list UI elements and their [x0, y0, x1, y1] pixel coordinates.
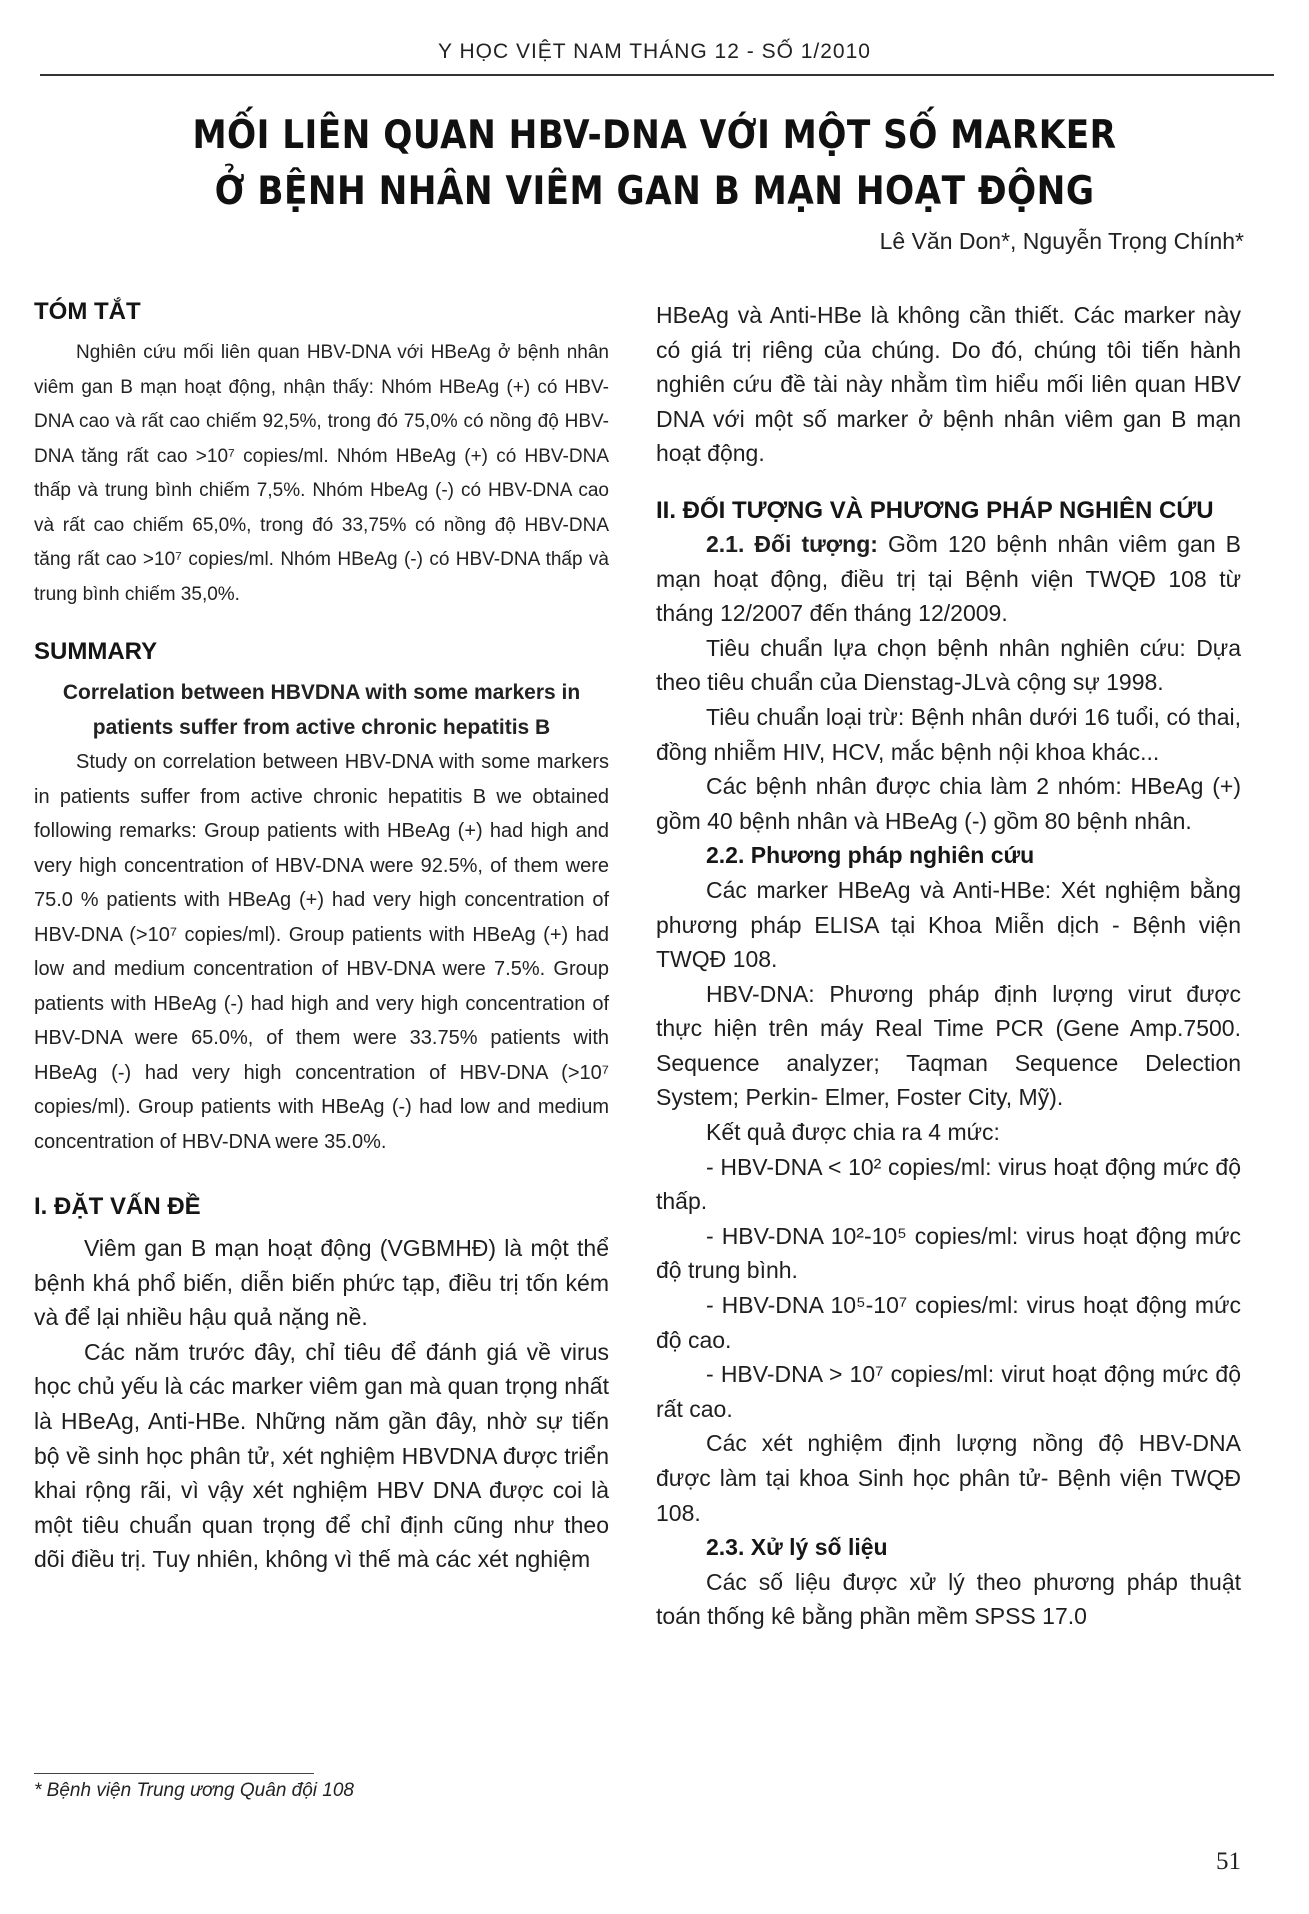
statistics-subheading: 2.3. Xử lý số liệu — [706, 1534, 888, 1561]
level-item-4: - HBV-DNA > 10⁷ copies/ml: virut hoạt động mức độ rất cao. — [656, 1361, 1241, 1422]
footnote-rule — [34, 1773, 314, 1774]
title-line-2: Ở BỆNH NHÂN VIÊM GAN B MẠN HOẠT ĐỘNG — [214, 169, 1095, 214]
lab-location: Các xét nghiệm định lượng nồng độ HBV-DNA được làm tại khoa Sinh học phân tử- Bệnh viện TWQĐ 108. — [656, 1430, 1241, 1526]
title-line-1: MỐI LIÊN QUAN HBV-DNA VỚI MỘT SỐ MARKER — [192, 113, 1117, 158]
level-item-1: - HBV-DNA < 10² copies/ml: virus hoạt động mức độ thấp. — [656, 1153, 1241, 1215]
intro-paragraph-3: HBeAg và Anti-HBe là không cần thiết. Các marker này có giá trị riêng của chúng. Do đó, chúng tôi tiến hành nghiên cứu đề tài này nhằm tìm hiểu mối liên quan HBV DNA với một số marker ở bệnh nhân viêm gan B mạn hoạt động. — [656, 302, 1241, 467]
intro-heading: I. ĐẶT VẤN ĐỀ — [34, 1193, 201, 1220]
summary-text: Study on correlation between HBV-DNA with some markers in patients suffer from active chronic hepatitis B we obtained following remarks: Group patients with HBeAg (+) had high and very high concentration of HBV-DNA were 92.5%, of them were 75.0 % patients with HBeAg (+) had very high concentration of HBV-DNA (>10⁷ copies/ml). Group patients with HBeAg (+) had low and medium concentration of HBV-DNA were 7.5%. Group patients with HBeAg (-) had high and very high concentration of HBV-DNA were 65.0%, of them were 33.75% patients with HBeAg (-) had very high concentration of HBV-DNA (>10⁷ copies/ml). Group patients with HBeAg (-) had low and medium concentration of HBV-DNA were 35.0%. — [34, 751, 609, 1153]
subjects-text: Gồm 120 bệnh nhân viêm gan B mạn hoạt động, điều trị tại Bệnh viện TWQĐ 108 từ tháng 12/2007 đến tháng 12/2009. — [656, 530, 1242, 627]
summary-title: Correlation between HBVDNA with some markers in patients suffer from active chronic hepatitis B — [62, 681, 581, 739]
subjects-paragraph — [656, 527, 1241, 631]
intro-paragraph-2: Các năm trước đây, chỉ tiêu để đánh giá về virus học chủ yếu là các marker viêm gan mà quan trọng nhất là HBeAg, Anti-HBe. Những năm gần đây, nhờ sự tiến bộ về sinh học phân tử, xét nghiệm HBVDNA được triển khai rộng rãi, vì vậy xét nghiệm HBV DNA được coi là một tiêu chuẩn quan trọng để chỉ định cũng như theo dõi điều trị. Tuy nhiên, không vì thế mà các xét nghiệm — [34, 1338, 609, 1573]
level-item-2: - HBV-DNA 10²-10⁵ copies/ml: virus hoạt động mức độ trung bình. — [656, 1222, 1241, 1284]
summary-heading: SUMMARY — [34, 638, 158, 665]
patient-groups: Các bệnh nhân được chia làm 2 nhóm: HBeAg (+) gồm 40 bệnh nhân và HBeAg (-) gồm 80 bệnh nhân. — [656, 773, 1241, 834]
page-number: 51 — [1216, 1848, 1241, 1875]
level-item-3: - HBV-DNA 10⁵-10⁷ copies/ml: virus hoạt động mức độ cao. — [656, 1292, 1241, 1353]
subjects-label: 2.1. Đối tượng: — [706, 530, 878, 557]
marker-method: Các marker HBeAg và Anti-HBe: Xét nghiệm bằng phương pháp ELISA tại Khoa Miễn dịch - Bệnh viện TWQĐ 108. — [656, 876, 1241, 973]
header-rule — [40, 74, 1274, 76]
footnote: * Bệnh viện Trung ương Quân đội 108 — [34, 1780, 354, 1801]
methods-subheading: 2.2. Phương pháp nghiên cứu — [706, 842, 1035, 869]
journal-header: Y HỌC VIỆT NAM THÁNG 12 - SỐ 1/2010 — [438, 40, 871, 63]
abstract-text: Nghiên cứu mối liên quan HBV-DNA với HBeAg ở bệnh nhân viêm gan B mạn hoạt động, nhận thấy: Nhóm HBeAg (+) có HBV-DNA cao và rất cao chiếm 92,5%, trong đó 75,0% có nồng độ HBV-DNA tăng rất cao >10⁷ copies/ml. Nhóm HBeAg (+) có HBV-DNA thấp và trung bình chiếm 7,5%. Nhóm HbeAg (-) có HBV-DNA cao và rất cao chiếm 65,0%, trong đó 33,75% có nồng độ HBV-DNA tăng rất cao >10⁷ copies/ml. Nhóm HBeAg (-) có HBV-DNA thấp và trung bình chiếm 35,0%. — [34, 342, 609, 605]
authors: Lê Văn Don*, Nguyễn Trọng Chính* — [879, 228, 1244, 254]
statistics-text: Các số liệu được xử lý theo phương pháp thuật toán thống kê bằng phần mềm SPSS 17.0 — [656, 1568, 1241, 1630]
intro-paragraph-1: Viêm gan B mạn hoạt động (VGBMHĐ) là một thể bệnh khá phổ biến, diễn biến phức tạp, điều trị tốn kém và để lại nhiều hậu quả nặng nề. — [34, 1235, 609, 1331]
right-column — [656, 298, 1241, 1634]
levels-intro: Kết quả được chia ra 4 mức: — [706, 1119, 1000, 1146]
hbv-dna-method: HBV-DNA: Phương pháp định lượng virut được thực hiện trên máy Real Time PCR (Gene Amp.7500. Sequence analyzer; Taqman Sequence Delection System; Perkin- Elmer, Foster City, Mỹ). — [656, 980, 1241, 1111]
selection-criteria: Tiêu chuẩn lựa chọn bệnh nhân nghiên cứu: Dựa theo tiêu chuẩn của Dienstag-JLvà cộng sự 1998. — [656, 634, 1241, 696]
methods-heading: II. ĐỐI TƯỢNG VÀ PHƯƠNG PHÁP NGHIÊN CỨU — [656, 496, 1214, 524]
article-title — [79, 108, 1231, 220]
abstract-heading: TÓM TẮT — [34, 298, 141, 325]
exclusion-criteria: Tiêu chuẩn loại trừ: Bệnh nhân dưới 16 tuổi, có thai, đồng nhiễm HIV, HCV, mắc bệnh nội khoa khác... — [656, 703, 1241, 765]
left-column — [34, 298, 609, 1577]
